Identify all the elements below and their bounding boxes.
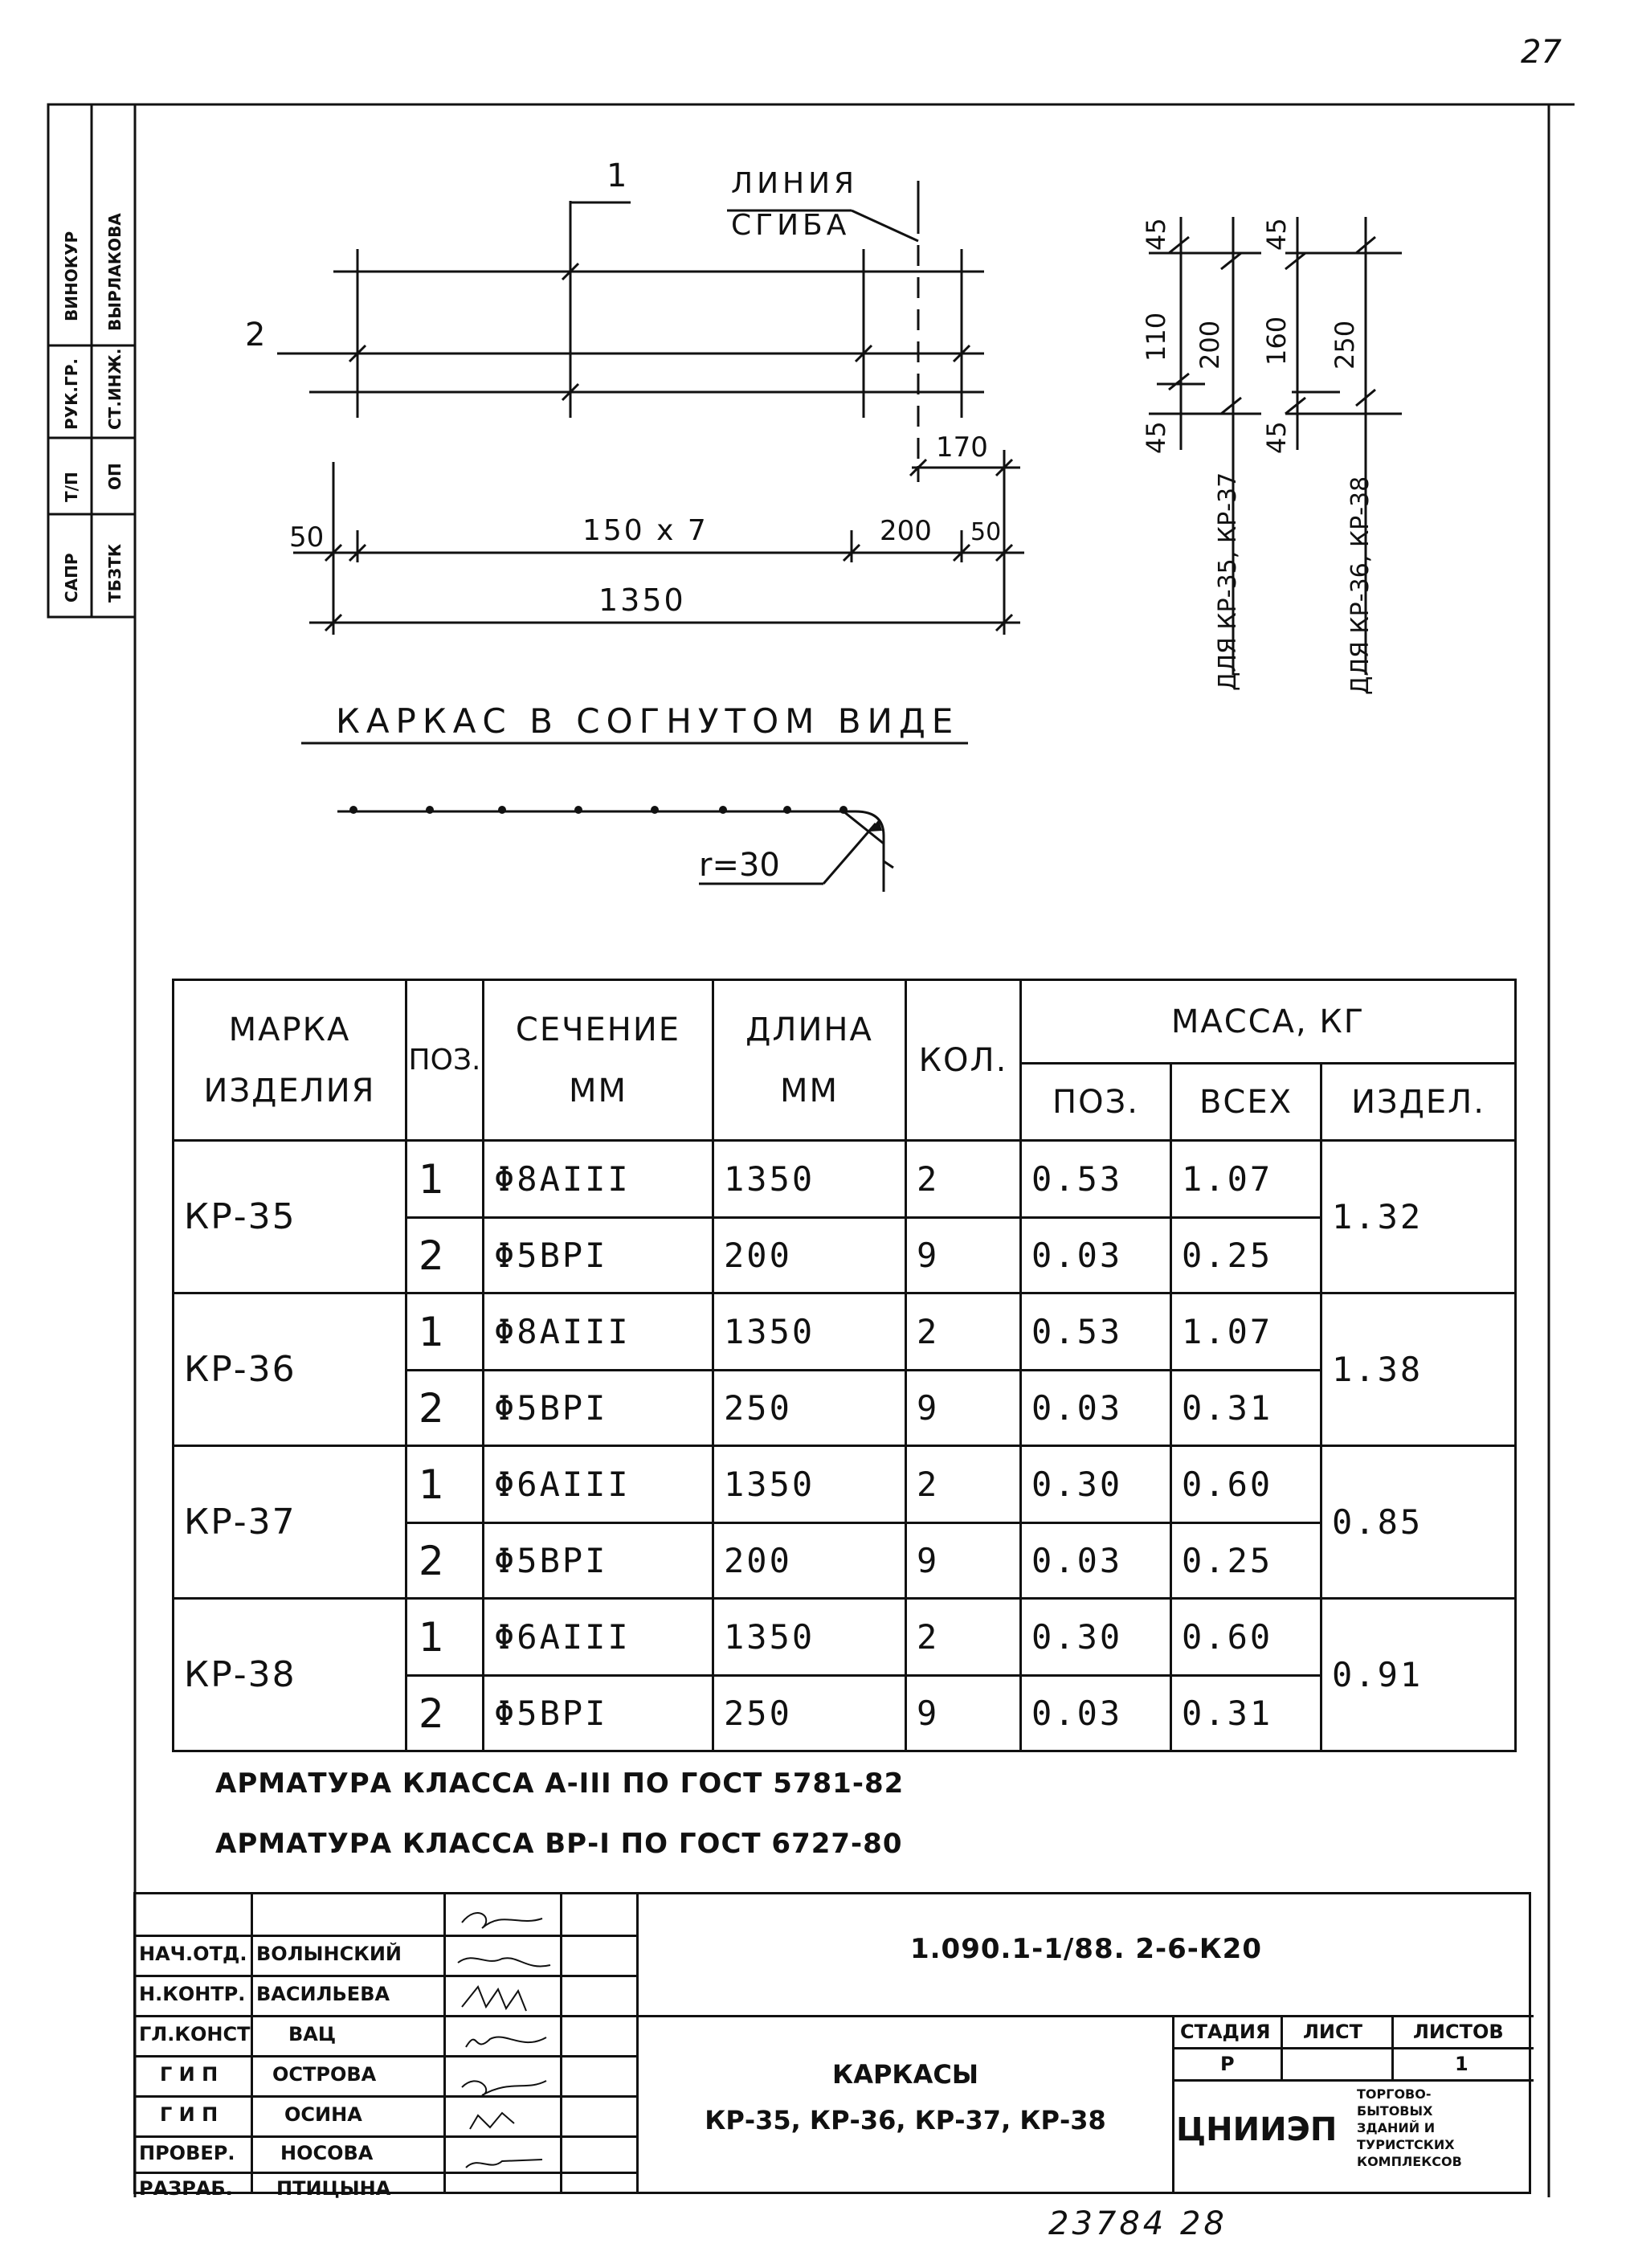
cell-mass-item: 1.32 (1321, 1141, 1516, 1293)
cell-mass-all: 0.25 (1171, 1218, 1321, 1293)
staff-name: НОСОВА (280, 2142, 374, 2164)
stamp-h3: Т/П (62, 472, 81, 502)
cell-length: 200 (713, 1523, 906, 1599)
bend-line-label-1: ЛИНИЯ (731, 167, 859, 200)
cell-section: Φ5BPI (484, 1523, 713, 1599)
dim-50-left: 50 (289, 521, 325, 554)
stamp-v4: ТБЗТК (105, 543, 125, 603)
cell-mass-pos: 0.03 (1021, 1676, 1171, 1751)
sec-left-inner: 110 (1141, 312, 1171, 362)
cell-pos: 1 (406, 1446, 484, 1523)
spec-table (172, 979, 1517, 1752)
archive-number: 23784 28 (1048, 2205, 1227, 2242)
stamp-h2: РУК.ГР. (62, 358, 81, 430)
cell-pos: 2 (406, 1676, 484, 1751)
cell-length: 250 (713, 1371, 906, 1446)
sheet-label: ЛИСТ (1303, 2021, 1363, 2043)
cell-pos: 2 (406, 1371, 484, 1446)
sheet-title-2: КР-35, КР-36, КР-37, КР-38 (705, 2105, 1106, 2135)
sec-right-caption: ДЛЯ КР-36, КР-38 (1346, 476, 1375, 695)
cell-mass-pos: 0.53 (1021, 1141, 1171, 1218)
organization: ЦНИИЭП (1176, 2111, 1338, 2148)
cell-mass-all: 0.60 (1171, 1446, 1321, 1523)
cell-mass-pos: 0.03 (1021, 1523, 1171, 1599)
dim-170: 170 (936, 431, 988, 464)
col-mass-pos-header: ПОЗ. (1021, 1064, 1171, 1141)
cell-pos: 2 (406, 1523, 484, 1599)
table-row (174, 1141, 1516, 1218)
sec-right-top: 45 (1261, 218, 1292, 251)
note-2: АРМАТУРА КЛАССА ВР-I ПО ГОСТ 6727-80 (215, 1828, 903, 1860)
cell-qty: 2 (906, 1599, 1021, 1676)
staff-role: Н.КОНТР. (139, 1983, 246, 2005)
sec-left-outer: 200 (1195, 320, 1225, 370)
staff-name: ОСИНА (284, 2103, 362, 2126)
cell-section: Φ8AIII (484, 1293, 713, 1371)
table-row (174, 1446, 1516, 1523)
sheets-value: 1 (1455, 2053, 1468, 2075)
cell-mass-all: 0.31 (1171, 1371, 1321, 1446)
org-sub-line: ТОРГОВО- (1357, 2086, 1432, 2102)
bent-view-title: КАРКАС В СОГНУТОМ ВИДЕ (336, 701, 960, 741)
table-row (174, 1599, 1516, 1676)
dim-200: 200 (880, 515, 932, 547)
cell-pos: 1 (406, 1141, 484, 1218)
stamp-v3: ОП (105, 463, 125, 490)
org-sub-line: КОМПЛЕКСОВ (1357, 2154, 1462, 2169)
cell-length: 1350 (713, 1446, 906, 1523)
stamp-h1: ВИНОКУР (62, 231, 81, 321)
sec-right-inner: 160 (1261, 316, 1292, 366)
cell-mass-item: 0.85 (1321, 1446, 1516, 1599)
col-mark-header: МАРКА ИЗДЕЛИЯ (174, 980, 406, 1141)
item-mark: КР-36 (174, 1293, 406, 1446)
cell-mass-pos: 0.53 (1021, 1293, 1171, 1371)
cell-pos: 2 (406, 1218, 484, 1293)
sheet-title-1: КАРКАСЫ (832, 2059, 978, 2090)
cell-section: Φ6AIII (484, 1446, 713, 1523)
cell-section: Φ8AIII (484, 1141, 713, 1218)
pos1-label: 1 (607, 157, 627, 194)
cell-mass-all: 0.31 (1171, 1676, 1321, 1751)
cell-mass-pos: 0.30 (1021, 1446, 1171, 1523)
cell-length: 250 (713, 1676, 906, 1751)
cell-mass-item: 0.91 (1321, 1599, 1516, 1751)
cell-qty: 9 (906, 1218, 1021, 1293)
sec-right-outer: 250 (1330, 320, 1360, 370)
organization-sub (1357, 2086, 1462, 2170)
cell-mass-all: 1.07 (1171, 1141, 1321, 1218)
dim-spacing: 150 x 7 (582, 514, 709, 547)
cell-mass-pos: 0.03 (1021, 1218, 1171, 1293)
cell-qty: 9 (906, 1523, 1021, 1599)
cell-qty: 9 (906, 1371, 1021, 1446)
bend-line-label-2: СГИБА (731, 209, 851, 242)
cell-mass-pos: 0.03 (1021, 1371, 1171, 1446)
col-length-header: ДЛИНА ММ (713, 980, 906, 1141)
sec-right-bottom: 45 (1261, 421, 1292, 454)
sec-left-top: 45 (1141, 218, 1171, 251)
sec-left-bottom: 45 (1141, 421, 1171, 454)
cell-length: 200 (713, 1218, 906, 1293)
item-mark: КР-35 (174, 1141, 406, 1293)
staff-name: ВАСИЛЬЕВА (256, 1983, 390, 2005)
cell-qty: 9 (906, 1676, 1021, 1751)
page-number: 27 (1521, 34, 1562, 71)
staff-name: ВОЛЫНСКИЙ (256, 1943, 402, 1965)
stage-label: СТАДИЯ (1180, 2021, 1271, 2043)
radius-label: r=30 (699, 847, 780, 884)
document-code: 1.090.1-1/88. 2-6-К20 (909, 1933, 1262, 1965)
staff-role: ПРОВЕР. (139, 2142, 235, 2164)
staff-role: Г И П (160, 2063, 219, 2086)
staff-role: Г И П (160, 2103, 219, 2126)
stamp-v1: ВЫРЛАКОВА (105, 213, 125, 331)
col-section-header: СЕЧЕНИЕ ММ (484, 980, 713, 1141)
dim-total: 1350 (598, 582, 686, 618)
item-mark: КР-37 (174, 1446, 406, 1599)
col-mass-header: МАССА, КГ (1021, 980, 1516, 1064)
note-1: АРМАТУРА КЛАССА А-III ПО ГОСТ 5781-82 (215, 1767, 905, 1800)
cell-mass-all: 0.25 (1171, 1523, 1321, 1599)
cell-pos: 1 (406, 1293, 484, 1371)
col-mass-item-header: ИЗДЕЛ. (1321, 1064, 1516, 1141)
signatures (446, 1894, 558, 2194)
cell-mass-pos: 0.30 (1021, 1599, 1171, 1676)
staff-role: РАЗРАБ. (139, 2177, 233, 2200)
cell-section: Φ6AIII (484, 1599, 713, 1676)
cell-mass-all: 1.07 (1171, 1293, 1321, 1371)
cell-mass-item: 1.38 (1321, 1293, 1516, 1446)
staff-role: ГЛ.КОНСТ (139, 2023, 251, 2045)
title-block (133, 1892, 1531, 2200)
cell-qty: 2 (906, 1446, 1021, 1523)
stamp-v2: СТ.ИНЖ. (105, 348, 125, 430)
cell-section: Φ5BPI (484, 1676, 713, 1751)
col-mass-all-header: ВСЕХ (1171, 1064, 1321, 1141)
cell-mass-all: 0.60 (1171, 1599, 1321, 1676)
pos2-label: 2 (245, 317, 266, 353)
cell-qty: 2 (906, 1141, 1021, 1218)
item-mark: КР-38 (174, 1599, 406, 1751)
org-sub-line: БЫТОВЫХ (1357, 2103, 1433, 2119)
org-sub-line: ЗДАНИЙ И (1357, 2120, 1436, 2135)
col-pos-header: ПОЗ. (406, 980, 484, 1141)
sheets-label: ЛИСТОВ (1413, 2021, 1504, 2043)
col-qty-header: КОЛ. (906, 980, 1021, 1141)
stamp-h4: САПР (62, 553, 81, 603)
staff-name: ВАЦ (288, 2023, 337, 2045)
sec-left-caption: ДЛЯ КР-35, КР-37 (1214, 472, 1242, 691)
staff-name: ОСТРОВА (272, 2063, 377, 2086)
cell-length: 1350 (713, 1293, 906, 1371)
table-row (174, 1293, 1516, 1371)
stage-value: Р (1220, 2053, 1235, 2075)
cell-length: 1350 (713, 1599, 906, 1676)
cell-length: 1350 (713, 1141, 906, 1218)
cell-section: Φ5BPI (484, 1218, 713, 1293)
staff-role: НАЧ.ОТД. (139, 1943, 247, 1965)
cell-section: Φ5BPI (484, 1371, 713, 1446)
staff-name: ПТИЦЫНА (276, 2177, 391, 2200)
dim-50-right: 50 (970, 518, 1002, 546)
cell-qty: 2 (906, 1293, 1021, 1371)
cell-pos: 1 (406, 1599, 484, 1676)
org-sub-line: ТУРИСТСКИХ (1357, 2137, 1455, 2152)
